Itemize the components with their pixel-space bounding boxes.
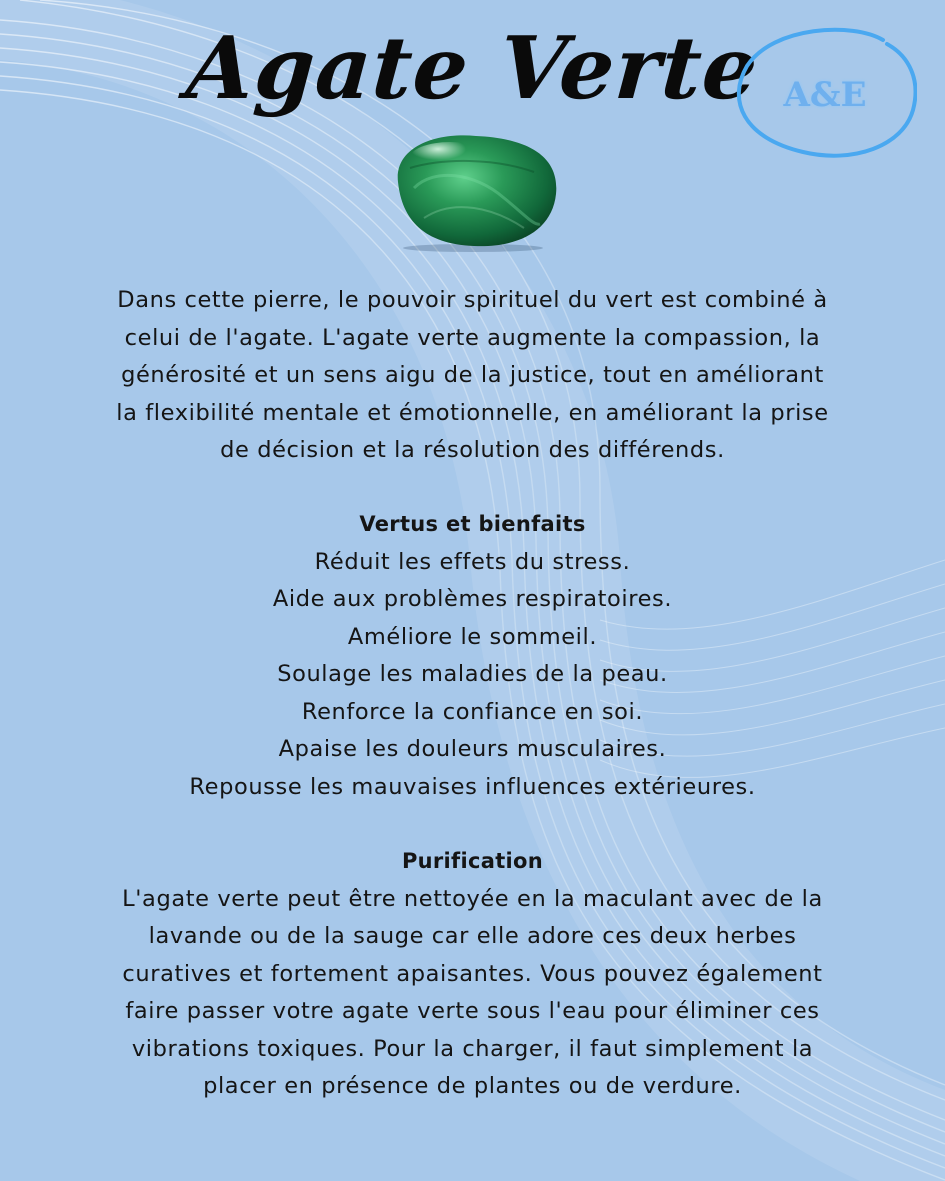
vertus-item: Améliore le sommeil. [347,623,598,650]
purification-line: curatives et fortement apaisantes. Vous pouvez également [122,960,823,987]
purification-line: faire passer votre agate verte sous l'eau pour éliminer ces [125,998,820,1024]
brand-logo [733,26,917,164]
vertus-heading: Vertus et bienfaits [359,512,586,536]
purification-heading: Purification [401,849,544,873]
intro-line: la flexibilité mentale et émotionnelle, en améliorant la prise [116,399,829,426]
vertus-item: Aide aux problèmes respiratoires. [272,586,673,612]
intro-line: Dans cette pierre, le pouvoir spirituel du vert est combiné à [117,287,828,313]
green-agate-stone-image [384,128,562,252]
vertus-item: Renforce la confiance en soi. [301,698,644,725]
purification-line: vibrations toxiques. Pour la charger, il faut simplement la [131,1035,814,1062]
page-title: Agate Verte [183,18,762,119]
purification-line: lavande ou de la sauge car elle adore ces deux herbes [148,923,797,949]
logo-text: A&E [783,75,867,115]
vertus-item: Repousse les mauvaises influences extérieures. [189,773,756,800]
intro-line: de décision et la résolution des différends. [220,437,725,463]
purification-section [20,843,925,1106]
intro-line: celui de l'agate. L'agate verte augmente la compassion, la [124,324,821,351]
vertus-section [20,506,925,806]
intro-line: générosité et un sens aigu de la justice, tout en améliorant [121,362,824,388]
intro-paragraph [20,282,925,470]
vertus-item: Réduit les effets du stress. [314,548,631,575]
purification-line: placer en présence de plantes ou de verdure. [203,1073,742,1099]
vertus-item: Soulage les maladies de la peau. [277,661,668,687]
purification-line: L'agate verte peut être nettoyée en la maculant avec de la [122,885,823,912]
vertus-item: Apaise les douleurs musculaires. [278,736,667,762]
